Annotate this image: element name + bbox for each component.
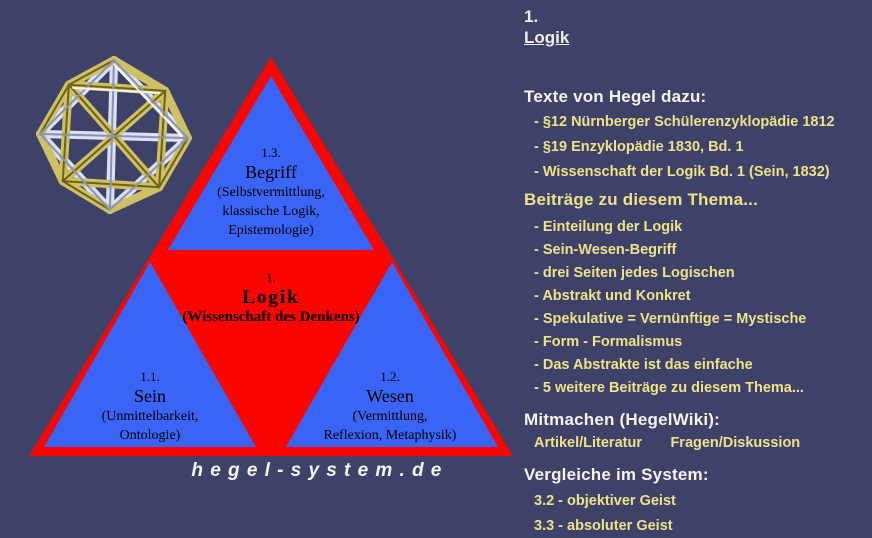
wiki-artikel-link[interactable]: Artikel/Literatur: [534, 435, 642, 451]
section-mitmachen: [524, 409, 868, 455]
label-sub: klassische Logik,: [222, 204, 320, 219]
hegel-text-link[interactable]: - Wissenschaft der Logik Bd. 1 (Sein, 1832): [534, 164, 830, 180]
triangle-top-label[interactable]: [161, 143, 381, 240]
label-name: Logik: [242, 287, 300, 308]
label-number: 1.1.: [140, 369, 160, 384]
label-number: 1.3.: [261, 145, 281, 160]
beitrag-link[interactable]: - drei Seiten jedes Logischen: [534, 265, 735, 281]
section-heading: Vergleiche im System:: [524, 465, 709, 484]
label-number: 1.: [266, 270, 276, 285]
hegel-text-link[interactable]: - §12 Nürnberger Schülerenzyklopädie 1812: [534, 114, 835, 130]
label-sub: Epistemologie): [228, 223, 314, 238]
section-heading: Beiträge zu diesem Thema...: [524, 190, 759, 209]
section-beitraege: [524, 189, 868, 400]
beitrag-link[interactable]: - Abstrakt und Konkret: [534, 288, 691, 304]
triangle-bottom-right-label[interactable]: [280, 367, 500, 445]
beitrag-link[interactable]: - Einteilung der Logik: [534, 219, 683, 235]
section-heading: Mitmachen (HegelWiki):: [524, 410, 720, 429]
label-sub: (Selbstvermittlung,: [217, 185, 325, 200]
label-sub: (Unmittelbarkeit,: [101, 409, 199, 424]
section-heading: Texte von Hegel dazu:: [524, 87, 707, 106]
beitrag-link[interactable]: - Form - Formalismus: [534, 334, 683, 350]
beitrag-link[interactable]: - Spekulative = Vernünftige = Mystische: [534, 311, 807, 327]
system-compare-link[interactable]: 3.2 - objektiver Geist: [534, 493, 676, 509]
section-vergleiche: [524, 464, 868, 538]
triangle-center-label[interactable]: [141, 268, 401, 327]
page-number: 1.: [524, 7, 539, 26]
label-sub: Reflexion, Metaphysik): [323, 428, 457, 443]
section-texte: [524, 86, 868, 185]
label-number: 1.2.: [380, 369, 400, 384]
beitrag-link[interactable]: - 5 weitere Beiträge zu diesem Thema...: [534, 380, 804, 396]
sidebar: [524, 0, 868, 538]
system-compare-link[interactable]: 3.3 - absoluter Geist: [534, 518, 673, 534]
page-title-link[interactable]: Logik: [524, 28, 570, 47]
label-name: Wesen: [366, 386, 414, 406]
hegel-text-link[interactable]: - §19 Enzyklopädie 1830, Bd. 1: [534, 139, 744, 155]
label-sub: (Wissenschaft des Denkens): [182, 309, 360, 325]
label-sub: Ontologie): [119, 428, 181, 443]
wiki-fragen-link[interactable]: Fragen/Diskussion: [670, 435, 801, 451]
beitrag-link[interactable]: - Sein-Wesen-Begriff: [534, 242, 677, 258]
site-brand-text: hegel-system.de: [191, 460, 449, 481]
label-name: Sein: [133, 386, 166, 406]
label-name: Begriff: [245, 162, 297, 182]
triangle-bottom-left-label[interactable]: [60, 367, 240, 445]
label-sub: (Vermittlung,: [352, 409, 428, 424]
beitrag-link[interactable]: - Das Abstrakte ist das einfache: [534, 357, 753, 373]
